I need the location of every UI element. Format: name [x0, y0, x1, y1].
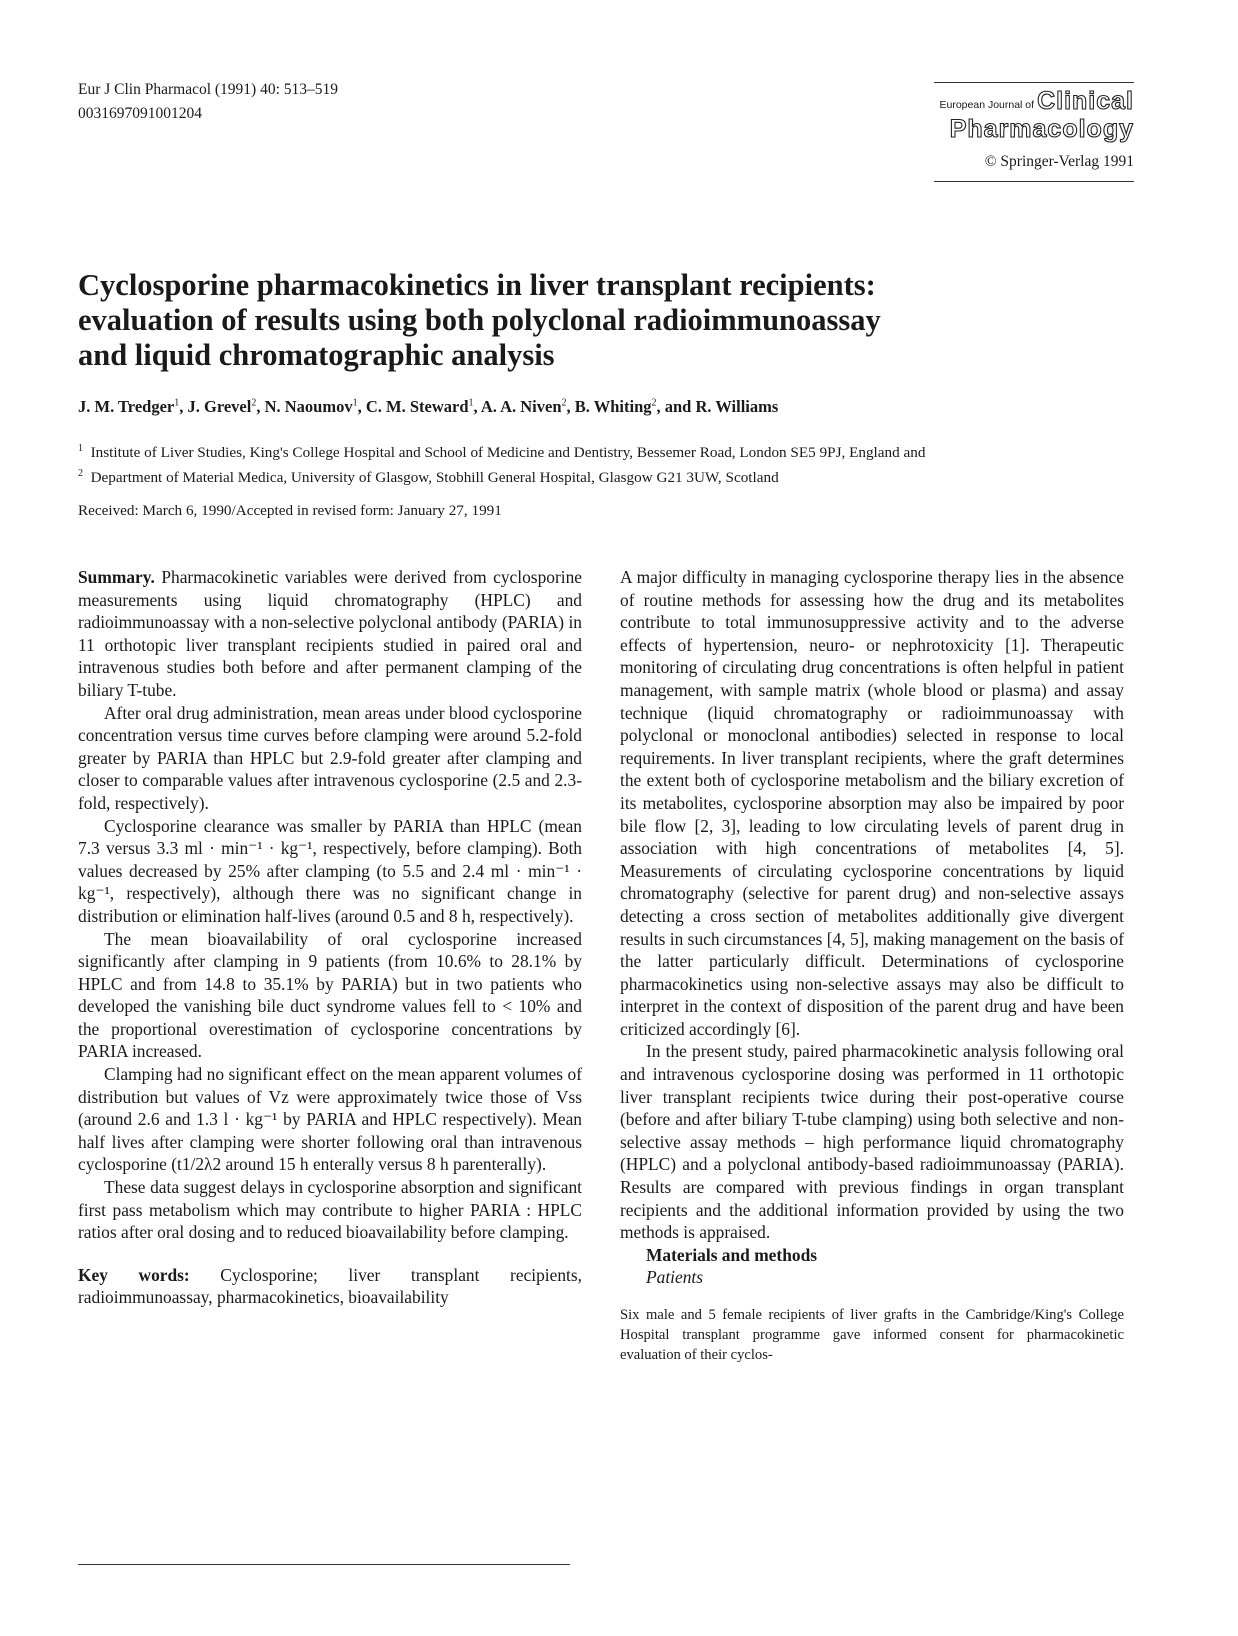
author-name: R. Williams: [695, 397, 779, 416]
article-doi: 0031697091001204: [78, 105, 202, 122]
affiliation-text: Institute of Liver Studies, King's College Hospital and School of Medicine and Dentistry, Bessemer Road, London SE5 9PJ, England and: [90, 444, 926, 462]
journal-logo-word2: Pharmacology: [949, 115, 1134, 143]
author-separator: , and: [656, 397, 696, 416]
author-name: B. Whiting: [574, 397, 652, 416]
author-affiliation-mark: 2: [561, 397, 567, 409]
author-affiliation-mark: 2: [251, 397, 257, 409]
subsection-heading: Patients: [646, 1267, 703, 1288]
header-rule-bottom: [934, 181, 1134, 182]
title-line: evaluation of results using both polyclonal radioimmunoassay: [78, 303, 881, 337]
intro-paragraph: A major difficulty in managing cyclosporine therapy lies in the absence of routine methods for assessing how the drug and its metabolites contribute to total immunosuppressive activity and to the adverse effects of hypertension, neuro- or nephrotoxicity [1]. Therapeutic monitoring of circulating drug concentrations is often helpful in patient management, with sample matrix (whole blood or plasma) and assay technique (liquid chromatography or radioimmunoassay with polyclonal or monoclonal antibodies) selected in response to local requirements. In liver transplant recipients, where the graft determines the extent both of cyclosporine metabolism and the biliary excretion of its metabolites, cyclosporine absorption may also be impaired by poor bile flow [2, 3], leading to low circulating levels of parent drug in association with high concentrations of metabolites [4, 5]. Measurements of circulating cyclosporine concentrations by liquid chromatography (selective for parent drug) and non-selective assays detecting a cross section of metabolites additionally give divergent results in such circumstances [4, 5], making management on the basis of the latter particularly difficult. Determinations of cyclosporine pharmacokinetics using non-selective assays may also be difficult to interpret in the context of disposition of the parent drug and have been criticized accordingly [6].: [620, 567, 1124, 1039]
journal-logo-row1: [934, 87, 1134, 115]
citation-block: [78, 78, 338, 126]
affiliation-2: [78, 463, 925, 488]
header-rule-top: [934, 82, 1134, 83]
journal-citation: Eur J Clin Pharmacol (1991) 40: 513–519: [78, 81, 339, 98]
author-name: J. Grevel: [187, 397, 252, 416]
keywords-label: Key words:: [78, 1264, 190, 1285]
author-affiliation-mark: 1: [468, 397, 474, 409]
author-name: J. M. Tredger: [78, 397, 175, 416]
author-affiliation-mark: 1: [174, 397, 180, 409]
affiliation-number: 2: [78, 468, 83, 480]
summary-label: Summary.: [78, 567, 155, 587]
author-separator: ,: [256, 397, 265, 416]
author-separator: ,: [473, 397, 481, 416]
section-heading: Materials and methods: [646, 1244, 818, 1265]
affiliation-text: Department of Material Medica, University of Glasgow, Stobhill General Hospital, Glasgow G21 3UW, Scotland: [90, 469, 779, 487]
author-name: A. A. Niven: [480, 397, 562, 416]
affiliation-1: [78, 438, 925, 463]
title-line: and liquid chromatographic analysis: [78, 338, 555, 372]
journal-logo-block: [934, 82, 1134, 182]
summary-paragraph: These data suggest delays in cyclosporine absorption and significant first pass metabolism which may contribute to higher PARIA : HPLC ratios after oral dosing and to reduced bioavailability before clamping.: [78, 1177, 582, 1243]
left-column: [78, 566, 582, 1309]
author-separator: ,: [566, 397, 575, 416]
article-title: [78, 268, 1158, 373]
summary-paragraph: Clamping had no significant effect on the mean apparent volumes of distribution but values of Vz were approximately twice those of Vss (around 2.6 and 1.3 l · kg⁻¹ by PARIA and HPLC respectively). Mean half lives after clamping were shorter following oral than intravenous cyclosporine (t1/2λ2 around 15 h enterally versus 8 h parenterally).: [78, 1064, 582, 1175]
copyright-notice: © Springer-Verlag 1991: [984, 153, 1134, 170]
journal-logo-word1: Clinical: [1037, 87, 1134, 115]
author-separator: ,: [179, 397, 188, 416]
affiliations: [78, 438, 925, 488]
right-column: [620, 566, 1124, 1365]
footnote-rule: [78, 1564, 570, 1565]
author-affiliation-mark: 2: [651, 397, 657, 409]
author-name: N. Naoumov: [264, 397, 353, 416]
keywords-text: Cyclosporine; liver transplant recipients, radioimmunoassay, pharmacokinetics, bioavailability: [78, 1264, 582, 1308]
summary-paragraph: After oral drug administration, mean areas under blood cyclosporine concentration versus time curves before clamping were around 5.2-fold greater by PARIA than HPLC but 2.9-fold greater after clamping and closer to comparable values after intravenous cyclosporine (2.5 and 2.3-fold, respectively).: [78, 702, 582, 813]
author-affiliation-mark: 1: [352, 397, 358, 409]
journal-logo-row2: [934, 115, 1134, 145]
patients-paragraph: Six male and 5 female recipients of liver grafts in the Cambridge/King's College Hospital transplant programme gave informed consent for pharmacokinetic evaluation of their cyclos-: [620, 1307, 1124, 1363]
author-name: C. M. Steward: [365, 397, 469, 416]
received-dates: Received: March 6, 1990/Accepted in revised form: January 27, 1991: [78, 502, 502, 519]
journal-prefix: European Journal of: [939, 99, 1035, 111]
summary-paragraph: [78, 566, 582, 702]
title-line: Cyclosporine pharmacokinetics in liver transplant recipients:: [78, 268, 876, 302]
summary-paragraph: Cyclosporine clearance was smaller by PARIA than HPLC (mean 7.3 versus 3.3 ml · min⁻¹ · kg⁻¹, respectively, before clamping). Both values decreased by 25% after clamping (to 5.5 and 2.4 ml · min⁻¹ · kg⁻¹, respectively), although there was no significant change in distribution or elimination half-lives (around 0.5 and 8 h, respectively).: [78, 815, 582, 926]
intro-paragraph: In the present study, paired pharmacokinetic analysis following oral and intravenous cyclosporine dosing was performed in 11 orthotopic liver transplant recipients twice during their post-operative course (before and after biliary T-tube clamping) using both selective and non-selective assay methods – high performance liquid chromatography (HPLC) and a polyclonal antibody-based radioimmunoassay (PARIA). Results are compared with previous findings in organ transplant recipients and the additional information provided by using the two methods is appraised.: [620, 1041, 1124, 1243]
summary-paragraph: The mean bioavailability of oral cyclosporine increased significantly after clamping in 9 patients (from 10.6% to 28.1% by HPLC and from 14.8 to 35.1% by PARIA) but in two patients who developed the vanishing bile duct syndrome values fell to < 10% and the proportional overestimation of cyclosporine concentrations by PARIA increased.: [78, 928, 582, 1062]
author-list: [78, 397, 778, 417]
summary-text: Pharmacokinetic variables were derived from cyclosporine measurements using liquid chromatography (HPLC) and radioimmunoassay with a non-selective polyclonal antibody (PARIA) in 11 orthotopic liver transplant recipients studied in paired oral and intravenous studies both before and after permanent clamping of the biliary T-tube.: [78, 567, 582, 700]
keywords-paragraph: [78, 1264, 582, 1309]
author-separator: ,: [357, 397, 366, 416]
affiliation-number: 1: [78, 443, 83, 454]
